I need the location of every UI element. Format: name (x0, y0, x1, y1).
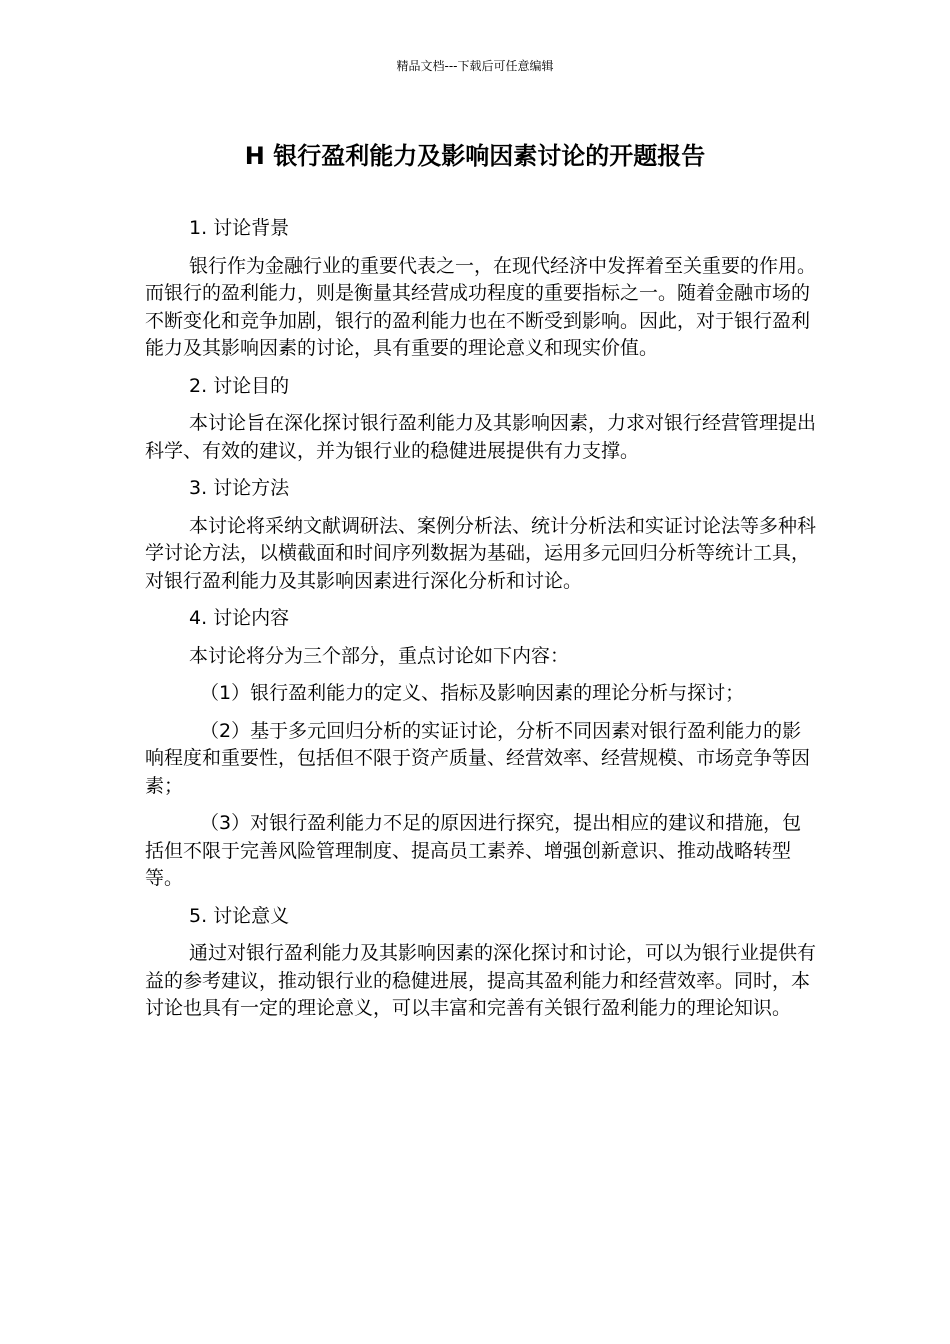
content-item-2: （2）基于多元回归分析的实证讨论，分析不同因素对银行盈利能力的影响程度和重要性，包括但不限于资产质量、经营效率、经营规模、市场竞争等因素； (145, 719, 811, 797)
section-heading-purpose: 2. 讨论目的 (189, 374, 290, 397)
document-body (145, 215, 817, 1033)
paragraph-background: 银行作为金融行业的重要代表之一，在现代经济中发挥着至关重要的作用。而银行的盈利能力，则是衡量其经营成功程度的重要指标之一。随着金融市场的不断变化和竞争加剧，银行的盈利能力也在不断受到影响。因此，对于银行盈利能力及其影响因素的讨论，具有重要的理论意义和现实价值。 (145, 254, 817, 359)
paragraph-purpose: 本讨论旨在深化探讨银行盈利能力及其影响因素，力求对银行经营管理提出科学、有效的建议，并为银行业的稳健进展提供有力支撑。 (145, 412, 817, 462)
paragraph-content-intro: 本讨论将分为三个部分，重点讨论如下内容： (189, 644, 570, 667)
section-heading-method: 3. 讨论方法 (189, 477, 290, 499)
document-title: H 银行盈利能力及影响因素讨论的开题报告 (244, 142, 706, 170)
section-heading-significance: 5. 讨论意义 (189, 904, 290, 927)
content-item-1: （1）银行盈利能力的定义、指标及影响因素的理论分析与探讨； (200, 682, 745, 704)
section-heading-content: 4. 讨论内容 (189, 607, 290, 629)
content-item-3: （3）对银行盈利能力不足的原因进行探究，提出相应的建议和措施，包括但不限于完善风险管理制度、提高员工素养、增强创新意识、推动战略转型等。 (145, 812, 802, 889)
section-heading-background: 1. 讨论背景 (189, 217, 290, 239)
paragraph-method: 本讨论将采纳文献调研法、案例分析法、统计分析法和实证讨论法等多种科学讨论方法，以横截面和时间序列数据为基础，运用多元回归分析等统计工具，对银行盈利能力及其影响因素进行深化分析和讨论。 (145, 514, 817, 592)
paragraph-significance: 通过对银行盈利能力及其影响因素的深化探讨和讨论，可以为银行业提供有益的参考建议，推动银行业的稳健进展，提高其盈利能力和经营效率。同时，本讨论也具有一定的理论意义，可以丰富和完善有关银行盈利能力的理论知识。 (145, 942, 817, 1019)
page-header-note: 精品文档---下载后可任意编辑 (396, 59, 554, 73)
